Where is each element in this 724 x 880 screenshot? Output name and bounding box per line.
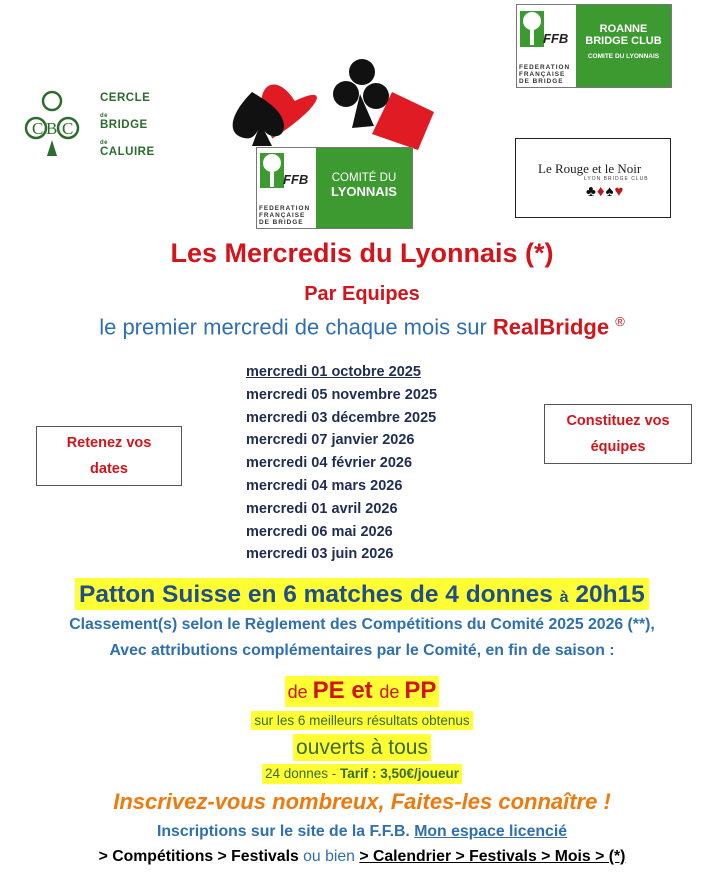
- donnes-tarif-line: 24 donnes - Tarif : 3,50€/joueur: [0, 764, 724, 784]
- rouge-noir-logo: Le Rouge et le Noir LYON BRIDGE CLUB ♣♦♠♥: [515, 138, 671, 218]
- date-item: mercredi 06 mai 2026: [246, 523, 393, 540]
- date-item: mercredi 05 novembre 2025: [246, 386, 438, 403]
- ffb-roanne-logo: FFB FEDERATION FRANÇAISE DE BRIDGE ROANNE BRIDGE CLUB COMITE DU LYONNAIS: [516, 4, 672, 88]
- svg-text:C: C: [62, 119, 74, 138]
- ffb-tree-icon: [257, 148, 315, 198]
- dates-list: [246, 361, 526, 566]
- pe-pp-line: de PE et de PP: [0, 676, 724, 707]
- date-item: mercredi 03 juin 2026: [246, 546, 394, 563]
- date-item: mercredi 01 avril 2026: [246, 500, 398, 517]
- inscriptions-line: Inscriptions sur le site de la F.F.B. Mon espace licencié: [157, 823, 567, 840]
- constituez-box: Constituez vos équipes: [544, 404, 692, 464]
- cbc-club-icon: [22, 88, 97, 158]
- svg-text:B: B: [46, 119, 58, 138]
- inscrivez-text: Inscrivez-vous nombreux, Faites-les connaître !: [113, 789, 611, 814]
- tagline: le premier mercredi de chaque mois sur RealBridge ®: [99, 314, 625, 340]
- date-item: mercredi 03 décembre 2025: [246, 409, 437, 426]
- svg-text:C: C: [32, 119, 44, 138]
- retenez-box: Retenez vos dates: [36, 426, 182, 486]
- date-item: mercredi 07 janvier 2026: [246, 432, 415, 449]
- svg-text:FFB: FFB: [543, 31, 569, 46]
- page-title: Les Mercredis du Lyonnais (*): [170, 238, 554, 268]
- date-item: mercredi 01 octobre 2025: [246, 364, 421, 380]
- ouverts-line: ouverts à tous: [0, 734, 724, 761]
- ffb-tree-icon: [517, 5, 575, 57]
- navigation-path: > Compétitions > Festivals ou bien > Calendrier > Festivals > Mois > (*): [98, 848, 626, 865]
- meilleurs-line: sur les 6 meilleurs résultats obtenus: [0, 711, 724, 730]
- patton-banner: Patton Suisse en 6 matches de 4 donnes à 20h15: [75, 578, 649, 610]
- espace-licencie-link[interactable]: Mon espace licencié: [414, 823, 567, 840]
- cbc-name: CERCLE de BRIDGE de CALUIRE: [100, 92, 155, 158]
- suits-icons: ♣♦♠♥: [586, 183, 625, 200]
- date-item: mercredi 04 mars 2026: [246, 477, 403, 494]
- classement-text: Classement(s) selon le Règlement des Compétitions du Comité 2025 2026 (**),: [69, 616, 655, 633]
- page-subtitle: Par Equipes: [304, 283, 420, 305]
- ffb-lyonnais-logo: FFB FEDERATION FRANÇAISE DE BRIDGE COMITÉ DU LYONNAIS: [256, 147, 413, 229]
- svg-text:FFB: FFB: [283, 172, 309, 187]
- card-suits-graphic: [222, 50, 440, 150]
- avec-text: Avec attributions complémentaires par le Comité, en fin de saison :: [109, 642, 615, 659]
- date-item: mercredi 04 février 2026: [246, 455, 413, 472]
- cbc-logo: [22, 88, 172, 158]
